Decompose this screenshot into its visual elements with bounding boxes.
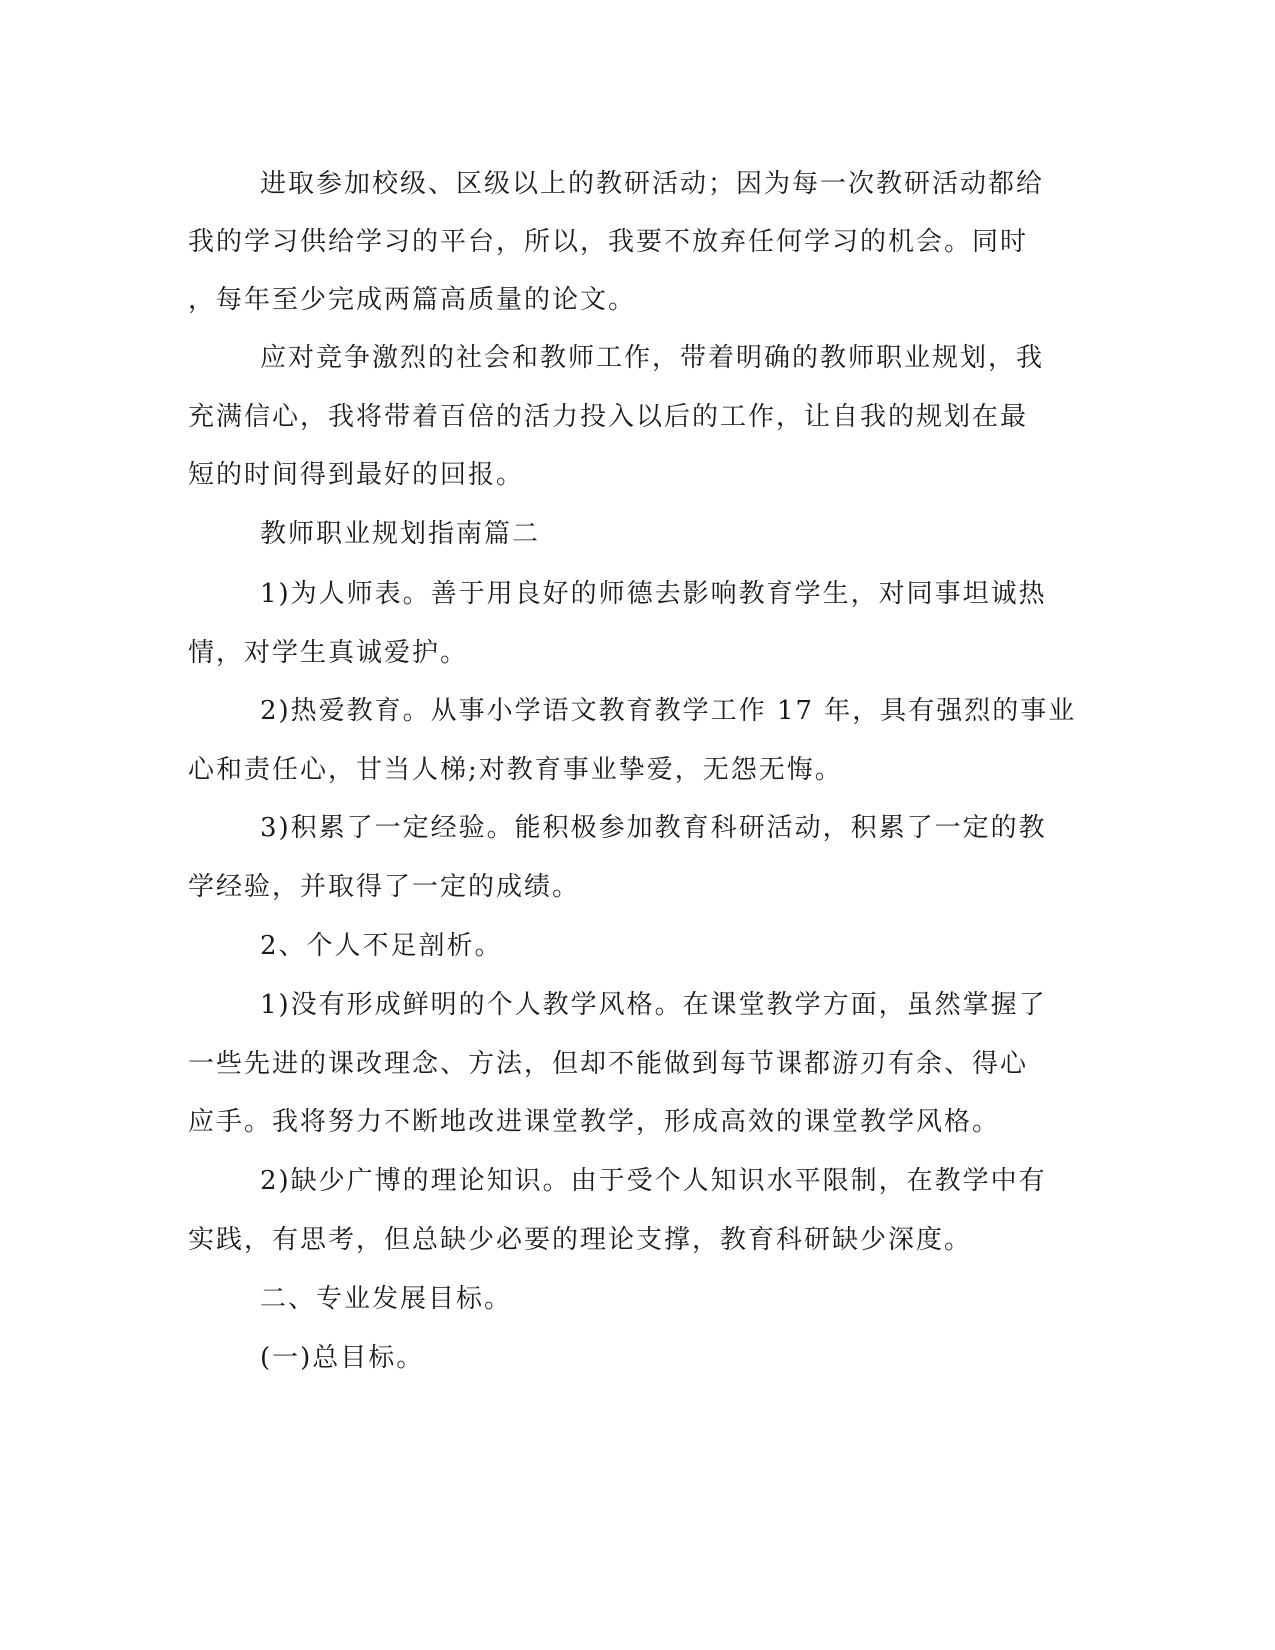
paragraph-line: 3)积累了一定经验。能积极参加教育科研活动，积累了一定的教 — [260, 813, 1047, 843]
paragraph-line: 2)热爱教育。从事小学语文教育教学工作 17 年，具有强烈的事业 — [260, 696, 1077, 726]
paragraph-line: 2)缺少广博的理论知识。由于受个人知识水平限制，在教学中有 — [260, 1166, 1047, 1196]
paragraph-line: 充满信心，我将带着百倍的活力投入以后的工作，让自我的规划在最 — [188, 402, 1029, 432]
paragraph-line: 进取参加校级、区级以上的教研活动；因为每一次教研活动都给 — [260, 169, 1045, 199]
paragraph-line: ，每年至少完成两篇高质量的论文。 — [188, 285, 637, 315]
paragraph-line: 实践，有思考，但总缺少必要的理论支撑，教育科研缺少深度。 — [188, 1225, 973, 1255]
section-heading: 教师职业规划指南篇二 — [260, 519, 541, 549]
paragraph-line: 1)没有形成鲜明的个人教学风格。在课堂教学方面，虽然掌握了 — [260, 990, 1047, 1020]
paragraph-line: 应手。我将努力不断地改进课堂教学，形成高效的课堂教学风格。 — [188, 1107, 1001, 1137]
paragraph-line: 一些先进的课改理念、方法，但却不能做到每节课都游刃有余、得心 — [188, 1049, 1029, 1079]
section-heading: (一)总目标。 — [260, 1343, 425, 1373]
paragraph-line: 我的学习供给学习的平台，所以，我要不放弃任何学习的机会。同时 — [188, 227, 1029, 257]
paragraph-line: 心和责任心，甘当人梯;对教育事业挚爱，无怨无悔。 — [188, 755, 843, 785]
paragraph-line: 学经验，并取得了一定的成绩。 — [188, 872, 581, 902]
section-heading: 2、个人不足剖析。 — [260, 931, 503, 961]
paragraph-line: 1)为人师表。善于用良好的师德去影响教育学生，对同事坦诚热 — [260, 579, 1047, 609]
paragraph-line: 情，对学生真诚爱护。 — [188, 638, 469, 668]
section-heading: 二、专业发展目标。 — [260, 1284, 513, 1314]
paragraph-line: 短的时间得到最好的回报。 — [188, 460, 525, 490]
paragraph-line: 应对竞争激烈的社会和教师工作，带着明确的教师职业规划，我 — [260, 343, 1045, 373]
